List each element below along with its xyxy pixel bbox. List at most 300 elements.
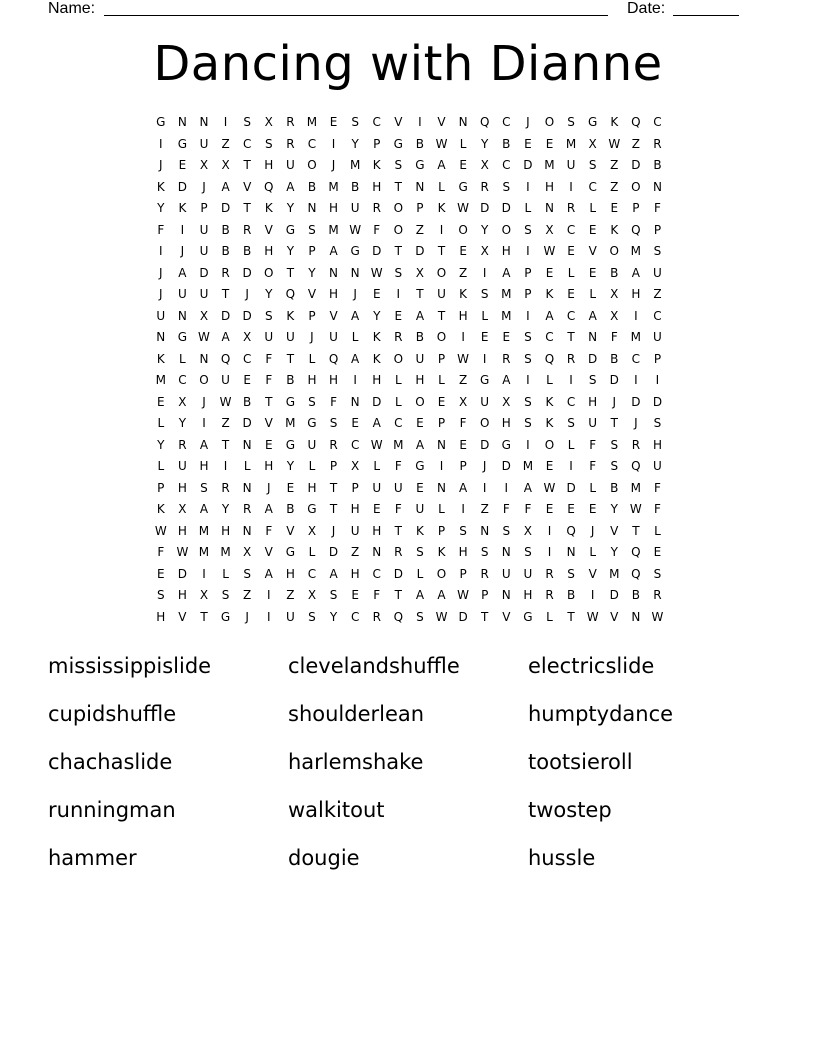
grid-letter[interactable]: H [177, 480, 187, 495]
grid-letter[interactable]: Z [610, 179, 619, 194]
grid-letter[interactable]: H [372, 523, 382, 538]
grid-letter[interactable]: Z [415, 222, 425, 237]
grid-letter[interactable]: H [329, 373, 339, 387]
grid-letter[interactable]: W [457, 351, 470, 366]
grid-letter[interactable]: E [351, 416, 359, 430]
grid-letter[interactable]: S [329, 416, 338, 430]
grid-letter[interactable]: C [502, 158, 511, 172]
grid-letter[interactable]: S [308, 394, 316, 409]
grid-letter[interactable]: Z [458, 373, 468, 387]
grid-letter[interactable]: Y [265, 287, 273, 301]
grid-letter[interactable]: R [243, 222, 252, 237]
grid-letter[interactable]: U [350, 523, 360, 538]
grid-letter[interactable]: H [458, 545, 468, 559]
grid-letter[interactable]: A [329, 566, 338, 581]
grid-letter[interactable]: K [372, 158, 381, 172]
grid-letter[interactable]: V [610, 523, 619, 538]
grid-letter[interactable]: E [567, 244, 575, 258]
grid-letter[interactable]: U [437, 287, 446, 301]
grid-letter[interactable]: D [523, 158, 533, 172]
grid-letter[interactable]: O [436, 265, 447, 280]
grid-letter[interactable]: E [588, 222, 597, 237]
grid-letter[interactable]: G [588, 115, 598, 129]
grid-letter[interactable]: W [198, 330, 210, 344]
grid-letter[interactable]: W [629, 502, 642, 516]
grid-letter[interactable]: D [480, 437, 490, 452]
grid-letter[interactable]: M [198, 523, 210, 538]
grid-letter[interactable]: U [480, 394, 490, 409]
grid-letter[interactable]: A [415, 437, 425, 452]
grid-letter[interactable]: C [566, 222, 576, 237]
grid-letter[interactable]: E [567, 502, 575, 516]
grid-letter[interactable]: Z [480, 502, 489, 516]
grid-letter[interactable]: E [416, 416, 424, 430]
grid-letter[interactable]: H [523, 588, 533, 602]
grid-letter[interactable]: W [457, 201, 470, 215]
grid-letter[interactable]: H [177, 523, 187, 538]
grid-letter[interactable]: N [501, 545, 511, 559]
grid-letter[interactable]: X [264, 115, 273, 129]
grid-letter[interactable]: W [543, 244, 556, 258]
grid-letter[interactable]: A [631, 265, 640, 280]
grid-letter[interactable]: A [372, 416, 381, 430]
grid-letter[interactable]: N [501, 588, 511, 602]
grid-letter[interactable]: C [653, 308, 662, 323]
grid-letter[interactable]: L [373, 459, 381, 473]
grid-letter[interactable]: U [350, 201, 360, 215]
grid-letter[interactable]: Y [286, 244, 295, 258]
grid-letter[interactable]: G [156, 115, 166, 129]
grid-letter[interactable]: B [221, 244, 230, 258]
grid-letter[interactable]: N [437, 437, 446, 452]
grid-letter[interactable]: I [569, 179, 573, 194]
grid-letter[interactable]: F [589, 459, 597, 473]
grid-letter[interactable]: K [156, 179, 165, 194]
grid-letter[interactable]: O [501, 222, 512, 237]
grid-letter[interactable]: D [566, 480, 576, 495]
grid-letter[interactable]: U [285, 158, 295, 172]
grid-letter[interactable]: G [393, 136, 403, 151]
grid-letter[interactable]: H [415, 373, 425, 387]
grid-letter[interactable]: B [243, 244, 252, 258]
grid-letter[interactable]: S [394, 265, 403, 280]
grid-letter[interactable]: S [524, 351, 532, 366]
grid-letter[interactable]: U [264, 330, 274, 344]
grid-letter[interactable]: V [588, 244, 597, 258]
grid-letter[interactable]: R [394, 545, 403, 559]
grid-letter[interactable]: P [351, 480, 359, 495]
grid-letter[interactable]: E [243, 373, 251, 387]
grid-letter[interactable]: F [330, 394, 337, 409]
grid-letter[interactable]: P [437, 351, 446, 366]
grid-letter[interactable]: L [157, 459, 165, 473]
grid-letter[interactable]: E [459, 244, 467, 258]
grid-letter[interactable]: X [610, 287, 619, 301]
grid-letter[interactable]: M [609, 566, 620, 581]
grid-letter[interactable]: T [286, 265, 295, 280]
grid-letter[interactable]: T [394, 588, 402, 602]
grid-letter[interactable]: D [652, 394, 663, 409]
grid-letter[interactable]: F [265, 373, 273, 387]
grid-letter[interactable]: S [243, 566, 251, 581]
grid-letter[interactable]: O [393, 222, 404, 237]
grid-letter[interactable]: Y [481, 222, 489, 237]
grid-letter[interactable]: I [634, 373, 638, 387]
grid-letter[interactable]: U [653, 265, 662, 280]
grid-letter[interactable]: O [458, 222, 468, 237]
grid-letter[interactable]: S [502, 523, 511, 538]
grid-letter[interactable]: I [526, 437, 530, 452]
grid-letter[interactable]: L [546, 609, 553, 624]
grid-letter[interactable]: S [653, 416, 662, 430]
grid-letter[interactable]: S [416, 609, 424, 624]
grid-letter[interactable]: T [200, 609, 208, 624]
grid-letter[interactable]: Y [329, 609, 338, 624]
grid-letter[interactable]: N [242, 480, 252, 495]
grid-letter[interactable]: C [566, 394, 576, 409]
grid-letter[interactable]: B [415, 136, 425, 151]
grid-letter[interactable]: L [308, 545, 316, 559]
grid-letter[interactable]: N [652, 179, 662, 194]
grid-letter[interactable]: L [654, 523, 661, 538]
grid-letter[interactable]: G [523, 609, 533, 624]
name-field[interactable] [104, 0, 608, 16]
grid-letter[interactable]: E [588, 502, 597, 516]
grid-letter[interactable]: B [653, 158, 662, 172]
grid-letter[interactable]: E [610, 201, 619, 215]
grid-letter[interactable]: X [480, 158, 489, 172]
grid-letter[interactable]: T [265, 394, 273, 409]
grid-letter[interactable]: K [178, 201, 187, 215]
grid-letter[interactable]: D [631, 394, 641, 409]
grid-letter[interactable]: U [588, 416, 598, 430]
grid-letter[interactable]: S [221, 588, 230, 602]
grid-letter[interactable]: I [331, 136, 336, 151]
grid-letter[interactable]: R [631, 437, 641, 452]
grid-letter[interactable]: K [286, 308, 295, 323]
grid-letter[interactable]: K [545, 287, 554, 301]
grid-letter[interactable]: D [609, 373, 619, 387]
grid-letter[interactable]: S [588, 158, 597, 172]
grid-letter[interactable]: E [416, 480, 424, 495]
grid-letter[interactable]: A [221, 179, 230, 194]
grid-letter[interactable]: L [438, 373, 445, 387]
grid-letter[interactable]: H [264, 158, 274, 172]
grid-letter[interactable]: J [482, 459, 487, 473]
grid-letter[interactable]: U [393, 480, 403, 495]
grid-letter[interactable]: P [524, 287, 532, 301]
grid-letter[interactable]: X [415, 265, 425, 280]
grid-letter[interactable]: Q [264, 179, 274, 194]
grid-letter[interactable]: B [221, 222, 230, 237]
grid-letter[interactable]: Q [328, 351, 339, 366]
grid-letter[interactable]: H [458, 308, 468, 323]
grid-letter[interactable]: C [372, 115, 381, 129]
grid-letter[interactable]: J [159, 265, 163, 280]
grid-letter[interactable]: D [372, 244, 382, 258]
grid-letter[interactable]: R [480, 179, 489, 194]
grid-letter[interactable]: M [501, 308, 512, 323]
grid-letter[interactable]: G [285, 222, 296, 237]
grid-letter[interactable]: Q [544, 351, 555, 366]
grid-letter[interactable]: D [501, 459, 511, 473]
grid-letter[interactable]: V [502, 609, 511, 624]
grid-letter[interactable]: L [243, 459, 251, 473]
grid-letter[interactable]: V [329, 308, 338, 323]
grid-letter[interactable]: I [266, 588, 271, 602]
grid-letter[interactable]: V [610, 609, 619, 624]
grid-letter[interactable]: R [221, 480, 230, 495]
grid-letter[interactable]: L [394, 394, 402, 409]
grid-letter[interactable]: I [482, 480, 487, 495]
grid-letter[interactable]: I [482, 351, 487, 366]
grid-letter[interactable]: Z [243, 588, 252, 602]
grid-letter[interactable]: H [264, 244, 274, 258]
grid-letter[interactable]: P [459, 459, 467, 473]
grid-letter[interactable]: P [416, 201, 424, 215]
grid-letter[interactable]: O [436, 330, 447, 344]
grid-letter[interactable]: I [439, 222, 444, 237]
grid-letter[interactable]: K [545, 394, 554, 409]
grid-letter[interactable]: E [264, 437, 273, 452]
grid-letter[interactable]: L [308, 351, 316, 366]
grid-letter[interactable]: K [264, 201, 273, 215]
grid-letter[interactable]: U [415, 351, 425, 366]
grid-letter[interactable]: E [545, 265, 554, 280]
grid-letter[interactable]: Y [286, 459, 295, 473]
grid-letter[interactable]: W [370, 265, 383, 280]
grid-letter[interactable]: R [545, 566, 554, 581]
grid-letter[interactable]: F [394, 459, 402, 473]
grid-letter[interactable]: H [221, 523, 231, 538]
grid-letter[interactable]: O [393, 351, 404, 366]
grid-letter[interactable]: M [565, 136, 577, 151]
grid-letter[interactable]: B [610, 351, 619, 366]
grid-letter[interactable]: X [221, 158, 230, 172]
grid-letter[interactable]: C [350, 609, 360, 624]
grid-letter[interactable]: C [588, 179, 597, 194]
grid-letter[interactable]: R [221, 265, 230, 280]
grid-letter[interactable]: W [586, 609, 599, 624]
grid-letter[interactable]: N [156, 330, 166, 344]
grid-letter[interactable]: H [329, 201, 339, 215]
grid-letter[interactable]: L [481, 308, 489, 323]
grid-letter[interactable]: L [438, 179, 445, 194]
grid-letter[interactable]: T [243, 201, 251, 215]
grid-letter[interactable]: N [372, 545, 382, 559]
grid-letter[interactable]: B [286, 373, 295, 387]
grid-letter[interactable]: U [221, 373, 230, 387]
grid-letter[interactable]: S [351, 115, 359, 129]
grid-letter[interactable]: U [329, 330, 338, 344]
grid-letter[interactable]: S [416, 545, 424, 559]
grid-letter[interactable]: D [177, 179, 188, 194]
grid-letter[interactable]: X [243, 330, 252, 344]
grid-letter[interactable]: E [437, 394, 446, 409]
grid-letter[interactable]: J [310, 330, 314, 344]
grid-letter[interactable]: C [350, 437, 360, 452]
grid-letter[interactable]: S [524, 394, 532, 409]
grid-letter[interactable]: M [220, 545, 231, 559]
grid-letter[interactable]: I [461, 502, 465, 516]
grid-letter[interactable]: S [480, 287, 489, 301]
grid-letter[interactable]: V [588, 566, 597, 581]
grid-letter[interactable]: M [630, 480, 642, 495]
grid-letter[interactable]: I [202, 566, 206, 581]
grid-letter[interactable]: J [331, 158, 336, 172]
grid-letter[interactable]: L [394, 373, 402, 387]
grid-letter[interactable]: A [502, 373, 511, 387]
grid-letter[interactable]: A [199, 437, 209, 452]
grid-letter[interactable]: L [459, 136, 467, 151]
grid-letter[interactable]: D [199, 265, 209, 280]
grid-letter[interactable]: C [653, 115, 662, 129]
grid-letter[interactable]: C [545, 330, 554, 344]
grid-letter[interactable]: N [631, 609, 641, 624]
grid-letter[interactable]: A [221, 330, 230, 344]
grid-letter[interactable]: I [223, 115, 228, 129]
grid-letter[interactable]: K [545, 416, 554, 430]
grid-letter[interactable]: T [329, 480, 338, 495]
grid-letter[interactable]: L [589, 287, 597, 301]
grid-letter[interactable]: Y [221, 502, 230, 516]
grid-letter[interactable]: E [545, 502, 554, 516]
grid-letter[interactable]: S [156, 588, 165, 602]
grid-letter[interactable]: E [480, 330, 489, 344]
grid-letter[interactable]: X [307, 523, 317, 538]
grid-letter[interactable]: I [223, 459, 228, 473]
grid-letter[interactable]: I [526, 308, 530, 323]
grid-letter[interactable]: G [177, 136, 188, 151]
grid-letter[interactable]: Y [308, 265, 316, 280]
grid-letter[interactable]: L [222, 566, 229, 581]
grid-letter[interactable]: Q [631, 222, 641, 237]
grid-letter[interactable]: T [567, 609, 575, 624]
grid-letter[interactable]: S [308, 609, 316, 624]
grid-letter[interactable]: A [459, 480, 468, 495]
grid-letter[interactable]: U [177, 287, 187, 301]
grid-letter[interactable]: K [610, 115, 619, 129]
grid-letter[interactable]: I [418, 115, 422, 129]
grid-letter[interactable]: N [350, 265, 360, 280]
grid-letter[interactable]: Q [479, 115, 490, 129]
grid-letter[interactable]: U [199, 287, 209, 301]
grid-letter[interactable]: V [178, 609, 187, 624]
grid-letter[interactable]: P [437, 523, 446, 538]
grid-letter[interactable]: X [610, 308, 619, 323]
grid-letter[interactable]: I [353, 373, 357, 387]
grid-letter[interactable]: N [177, 115, 187, 129]
grid-letter[interactable]: T [243, 158, 251, 172]
grid-letter[interactable]: L [179, 351, 186, 366]
grid-letter[interactable]: I [547, 545, 552, 559]
grid-letter[interactable]: T [481, 609, 489, 624]
grid-letter[interactable]: Y [286, 201, 295, 215]
grid-letter[interactable]: M [328, 222, 339, 237]
grid-letter[interactable]: P [329, 459, 338, 473]
grid-letter[interactable]: B [243, 394, 252, 409]
grid-letter[interactable]: J [266, 480, 271, 495]
grid-letter[interactable]: X [199, 308, 209, 323]
grid-letter[interactable]: W [543, 480, 556, 495]
grid-letter[interactable]: N [588, 330, 598, 344]
grid-letter[interactable]: W [608, 136, 621, 151]
grid-letter[interactable]: Z [221, 416, 230, 430]
grid-letter[interactable]: N [566, 545, 576, 559]
grid-letter[interactable]: W [349, 222, 362, 237]
grid-letter[interactable]: K [156, 502, 165, 516]
grid-letter[interactable]: U [285, 609, 295, 624]
grid-letter[interactable]: T [437, 308, 446, 323]
grid-letter[interactable]: N [544, 201, 554, 215]
grid-letter[interactable]: E [394, 308, 403, 323]
grid-letter[interactable]: U [285, 330, 295, 344]
grid-letter[interactable]: D [242, 265, 252, 280]
grid-letter[interactable]: O [199, 373, 209, 387]
grid-letter[interactable]: S [308, 222, 316, 237]
grid-letter[interactable]: O [307, 158, 317, 172]
grid-letter[interactable]: Q [393, 609, 404, 624]
grid-letter[interactable]: U [307, 437, 317, 452]
grid-letter[interactable]: S [524, 222, 532, 237]
grid-letter[interactable]: X [178, 394, 187, 409]
grid-letter[interactable]: B [351, 179, 360, 194]
grid-letter[interactable]: F [654, 201, 661, 215]
grid-letter[interactable]: V [264, 222, 273, 237]
grid-letter[interactable]: F [157, 222, 165, 237]
grid-letter[interactable]: S [459, 523, 467, 538]
grid-letter[interactable]: B [610, 265, 619, 280]
grid-letter[interactable]: M [630, 330, 642, 344]
grid-letter[interactable]: I [482, 265, 487, 280]
grid-letter[interactable]: A [502, 265, 511, 280]
grid-letter[interactable]: G [177, 330, 188, 344]
grid-letter[interactable]: I [504, 480, 509, 495]
grid-letter[interactable]: Y [157, 201, 165, 215]
grid-letter[interactable]: X [199, 158, 209, 172]
grid-letter[interactable]: S [524, 330, 532, 344]
grid-letter[interactable]: Z [286, 588, 295, 602]
grid-letter[interactable]: D [415, 244, 425, 258]
grid-letter[interactable]: I [634, 308, 638, 323]
grid-letter[interactable]: H [372, 179, 382, 194]
grid-letter[interactable]: S [329, 588, 338, 602]
grid-letter[interactable]: W [176, 545, 189, 559]
grid-letter[interactable]: L [546, 373, 553, 387]
grid-letter[interactable]: T [394, 244, 402, 258]
grid-letter[interactable]: D [588, 351, 598, 366]
grid-letter[interactable]: X [588, 136, 597, 151]
grid-letter[interactable]: I [396, 287, 401, 301]
grid-letter[interactable]: N [415, 179, 425, 194]
grid-letter[interactable]: E [502, 330, 511, 344]
grid-letter[interactable]: B [286, 502, 295, 516]
grid-letter[interactable]: R [243, 502, 252, 516]
grid-letter[interactable]: B [502, 136, 511, 151]
grid-letter[interactable]: S [264, 308, 273, 323]
grid-letter[interactable]: S [610, 437, 619, 452]
grid-letter[interactable]: I [590, 588, 595, 602]
grid-letter[interactable]: W [651, 609, 664, 624]
grid-letter[interactable]: D [220, 201, 231, 215]
grid-letter[interactable]: X [351, 459, 360, 473]
grid-letter[interactable]: I [547, 523, 552, 538]
grid-letter[interactable]: N [242, 523, 252, 538]
grid-letter[interactable]: K [156, 351, 165, 366]
grid-letter[interactable]: N [458, 115, 468, 129]
grid-letter[interactable]: G [220, 609, 231, 624]
date-field[interactable] [673, 0, 739, 16]
